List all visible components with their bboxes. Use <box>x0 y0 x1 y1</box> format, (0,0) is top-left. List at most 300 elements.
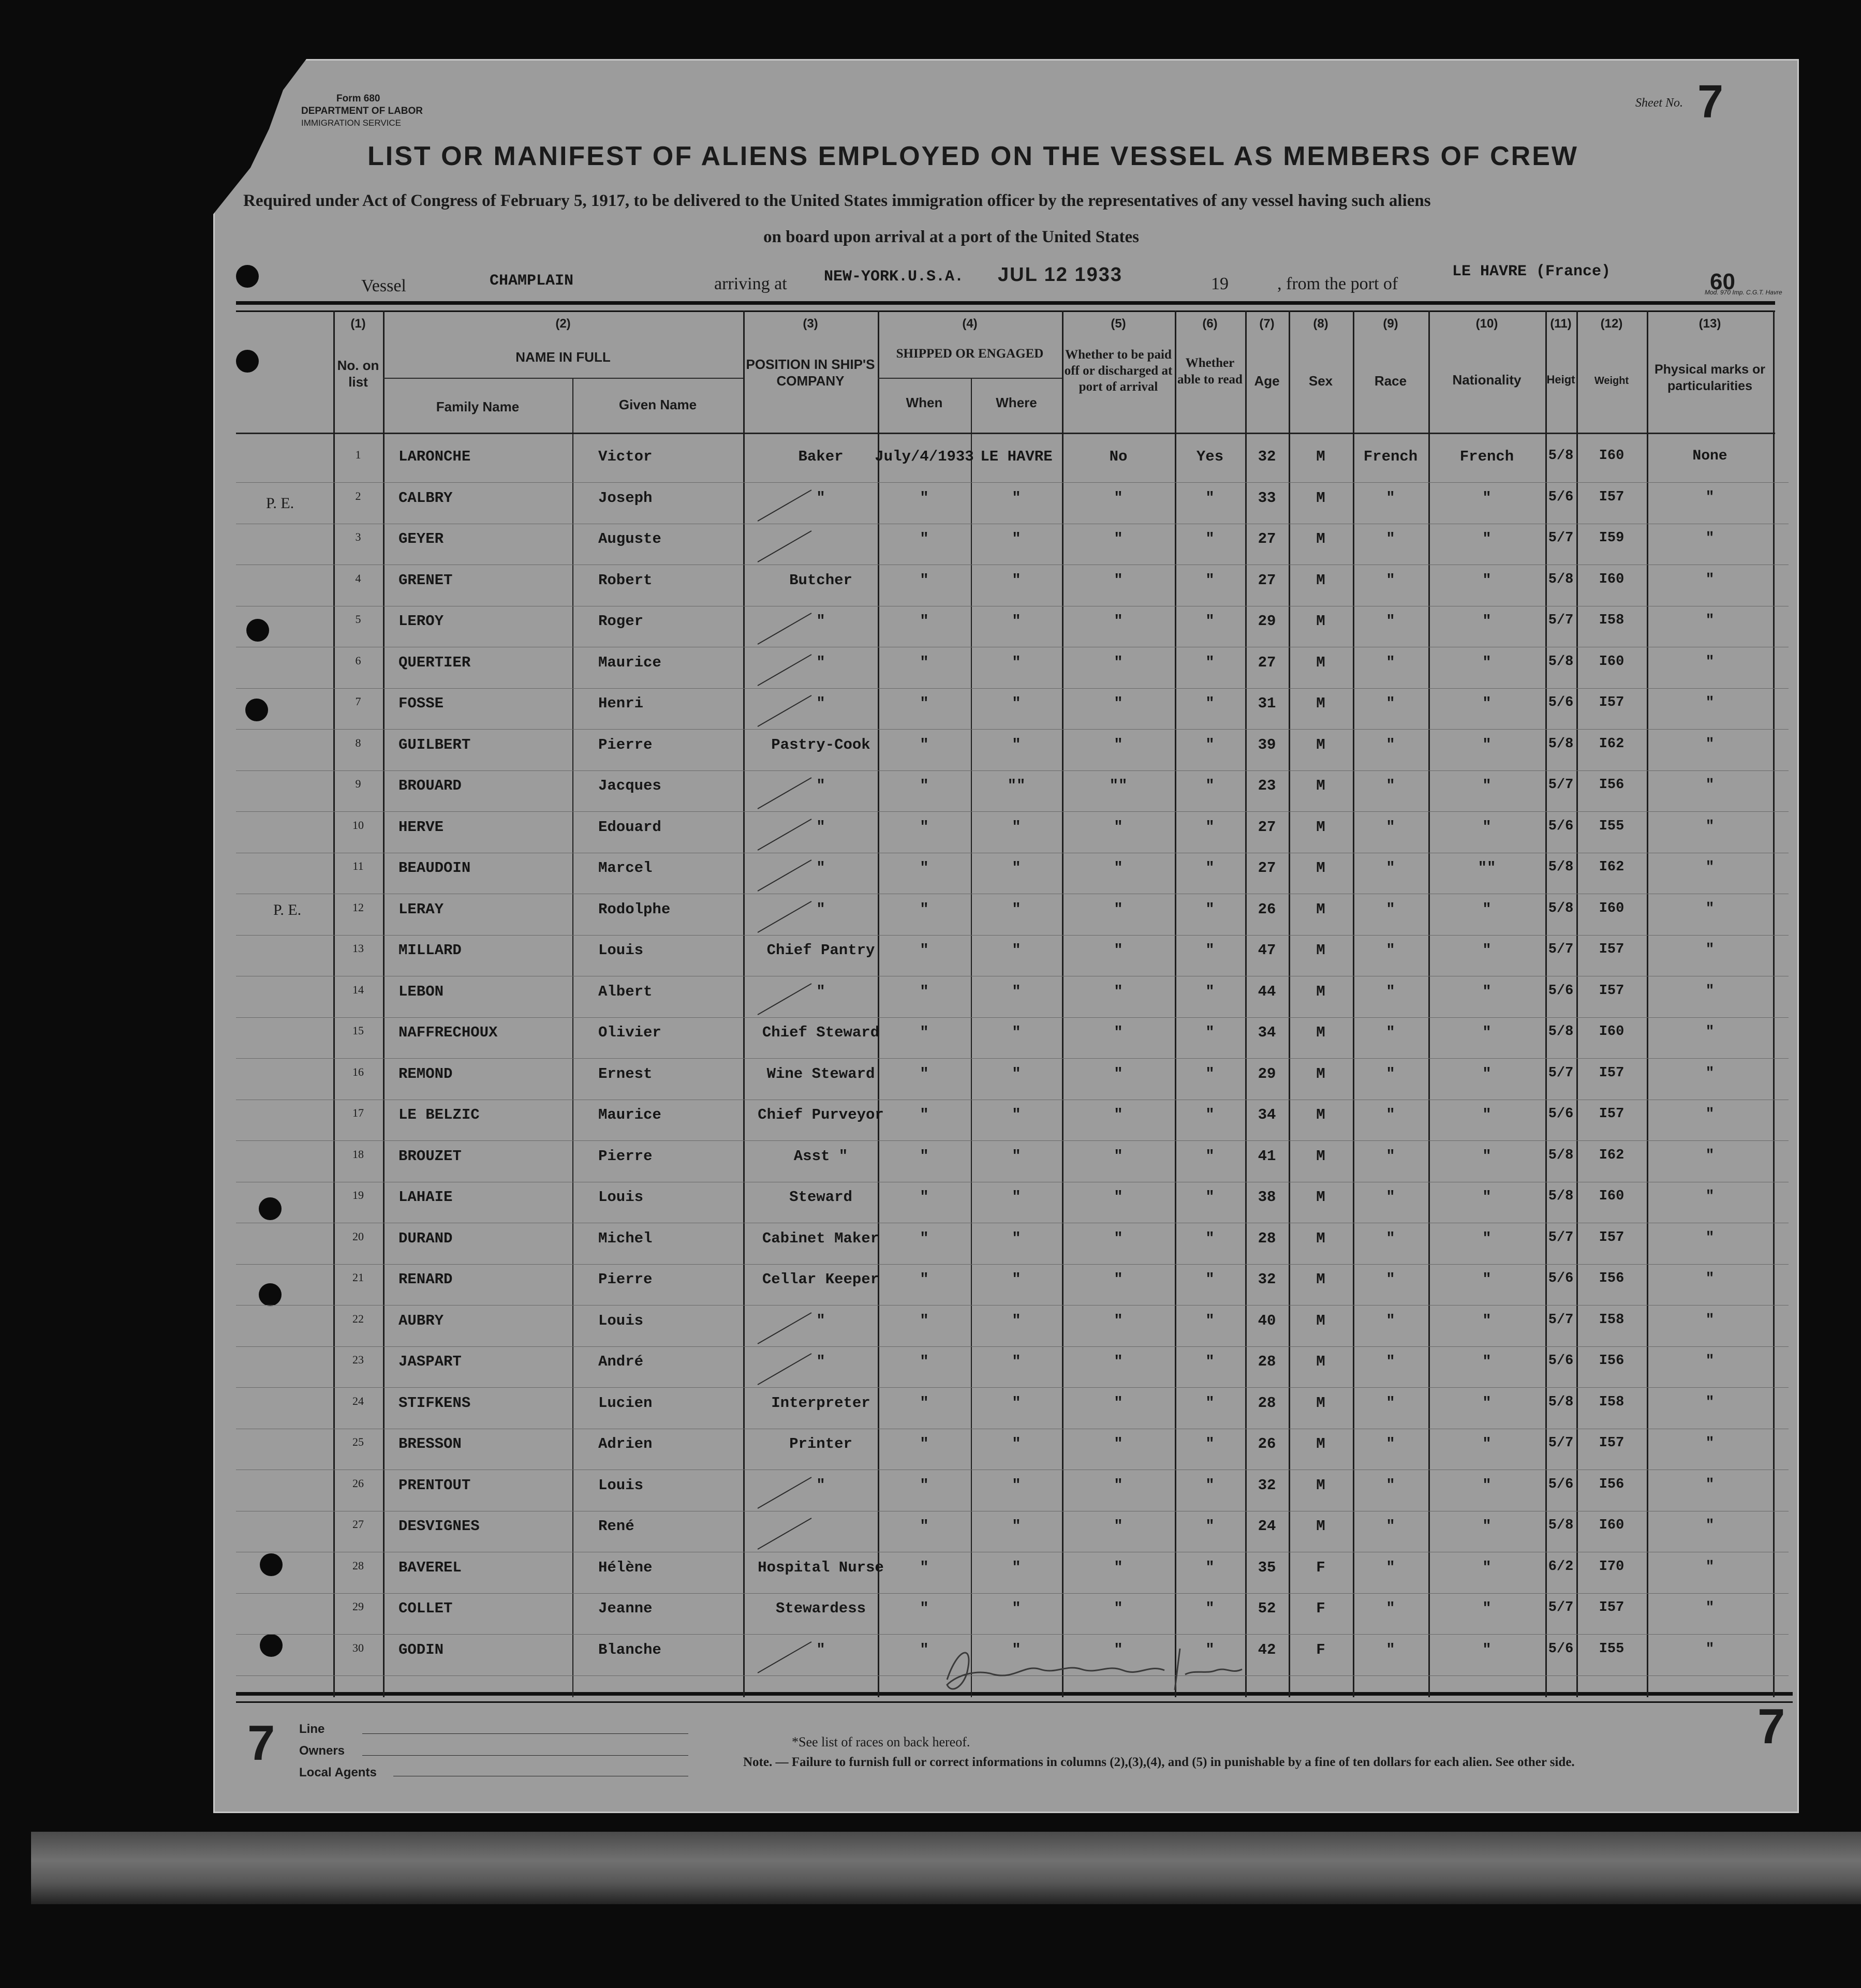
row-rule <box>236 1140 1789 1141</box>
cell-given: Joseph <box>598 489 653 507</box>
cell-weight: I57 <box>1599 983 1624 999</box>
cell-height: 5/7 <box>1548 1435 1574 1451</box>
cell-given: Jacques <box>598 777 661 794</box>
cell-given: René <box>598 1518 634 1535</box>
col-num: (6) <box>1202 317 1218 331</box>
cell-paid: " <box>1114 654 1123 671</box>
cell-height: 5/7 <box>1548 777 1574 793</box>
sheet-number-right: 7 <box>1757 1699 1785 1754</box>
cell-family: LARONCHE <box>398 448 471 465</box>
cell-height: 5/6 <box>1548 1477 1574 1492</box>
cell-no: 6 <box>355 654 361 667</box>
cell-paid: " <box>1114 1271 1123 1288</box>
cell-given: Jeanne <box>598 1600 653 1617</box>
cell-race: " <box>1386 983 1395 1000</box>
form-number: Form 680 <box>336 93 380 104</box>
cell-paid: " <box>1114 695 1123 712</box>
cell-read: " <box>1205 1394 1215 1412</box>
cell-sex: M <box>1316 1477 1325 1494</box>
cell-nat: " <box>1482 819 1491 836</box>
cell-read: " <box>1205 654 1215 671</box>
cell-race: " <box>1386 1271 1395 1288</box>
cell-read: " <box>1205 901 1215 918</box>
cell-no: 14 <box>352 983 364 996</box>
cell-height: 6/2 <box>1548 1559 1574 1575</box>
cell-given: Michel <box>598 1230 653 1247</box>
cell-no: 7 <box>355 695 361 708</box>
col-num: (13) <box>1698 317 1721 331</box>
cell-age: 39 <box>1258 736 1276 753</box>
cell-read: " <box>1205 1271 1215 1288</box>
cell-sex: M <box>1316 942 1325 959</box>
cell-family: AUBRY <box>398 1312 444 1329</box>
cell-where: " <box>1012 1477 1021 1494</box>
cell-sex: M <box>1316 1312 1325 1329</box>
cell-paid: "" <box>1109 777 1128 794</box>
cell-weight: I70 <box>1599 1559 1624 1575</box>
margin-note: P. E. <box>273 901 302 918</box>
row-rule <box>236 770 1789 771</box>
cell-family: PRENTOUT <box>398 1477 471 1494</box>
cell-paid: No <box>1109 448 1128 465</box>
header-sex: Sex <box>1308 373 1333 389</box>
cell-race: " <box>1386 901 1395 918</box>
cell-position: Baker <box>798 448 844 465</box>
cell-given: Louis <box>598 1189 644 1206</box>
row-rule <box>236 688 1789 689</box>
cell-given: Ernest <box>598 1065 653 1082</box>
cell-no: 22 <box>352 1312 364 1325</box>
cell-paid: " <box>1114 613 1123 630</box>
cell-given: Adrien <box>598 1435 653 1452</box>
cell-age: 28 <box>1258 1394 1276 1412</box>
cell-sex: F <box>1316 1641 1325 1658</box>
cell-paid: " <box>1114 1559 1123 1576</box>
cell-height: 5/8 <box>1548 448 1574 464</box>
cell-family: LERAY <box>398 901 444 918</box>
cell-when: " <box>920 1312 929 1329</box>
cell-paid: " <box>1114 1024 1123 1041</box>
cell-sex: M <box>1316 777 1325 794</box>
inspector-signature <box>937 1638 1299 1700</box>
cell-race: " <box>1386 1065 1395 1082</box>
cell-marks: " <box>1705 777 1715 793</box>
cell-family: LAHAIE <box>398 1189 453 1206</box>
col-num: (11) <box>1550 317 1572 331</box>
cell-sex: M <box>1316 901 1325 918</box>
cell-no: 28 <box>352 1559 364 1572</box>
col-num: (10) <box>1475 317 1498 331</box>
cell-weight: I57 <box>1599 1065 1624 1081</box>
header-given-name: Given Name <box>618 397 697 412</box>
cell-age: 47 <box>1258 942 1276 959</box>
cell-where: " <box>1012 1353 1021 1370</box>
cell-position: " <box>816 654 825 671</box>
cell-race: " <box>1386 1394 1395 1412</box>
cell-no: 27 <box>352 1518 364 1531</box>
cell-family: BEAUDOIN <box>398 859 471 877</box>
cell-height: 5/8 <box>1548 1148 1574 1163</box>
cell-weight: I60 <box>1599 1024 1624 1040</box>
cell-where: " <box>1012 1559 1021 1576</box>
cell-nat: " <box>1482 983 1491 1000</box>
cell-height: 5/6 <box>1548 1353 1574 1369</box>
penalty-note: Note. — Failure to furnish full or correct informations in columns (2),(3),(4), and (5) in punishable by a fine of ten dollars for each alien. See other side. <box>743 1755 1575 1769</box>
cell-where: " <box>1012 942 1021 959</box>
cell-position: " <box>816 695 825 712</box>
cell-when: " <box>920 1641 929 1658</box>
row-rule <box>236 482 1789 483</box>
cell-position: " <box>816 1312 825 1329</box>
cell-weight: I57 <box>1599 942 1624 957</box>
header-position: POSITION IN SHIP'S COMPANY <box>746 357 875 389</box>
subheader-rule <box>878 378 1062 379</box>
cell-marks: " <box>1705 1641 1715 1657</box>
cell-weight: I60 <box>1599 1189 1624 1204</box>
header-race: Race <box>1374 373 1407 389</box>
cell-no: 12 <box>352 901 364 914</box>
cell-age: 32 <box>1258 448 1276 465</box>
cell-height: 5/8 <box>1548 572 1574 587</box>
cell-position: " <box>816 1477 825 1494</box>
mod-note: Mod. 970 Imp. C.G.T. Havre <box>1705 289 1782 296</box>
cell-marks: " <box>1705 1024 1715 1040</box>
cell-sex: M <box>1316 1065 1325 1082</box>
cell-where: " <box>1012 1024 1021 1041</box>
cell-weight: I57 <box>1599 1435 1624 1451</box>
cell-weight: I57 <box>1599 489 1624 505</box>
cell-no: 11 <box>352 859 364 872</box>
col-num: (1) <box>350 317 366 331</box>
cell-where: " <box>1012 1518 1021 1535</box>
sheet-number: 7 <box>1697 76 1724 128</box>
cell-family: HERVE <box>398 819 444 836</box>
cell-when: " <box>920 736 929 753</box>
cell-height: 5/6 <box>1548 983 1574 999</box>
cell-age: 27 <box>1258 572 1276 589</box>
cell-where: " <box>1012 613 1021 630</box>
cell-marks: " <box>1705 654 1715 670</box>
cell-read: " <box>1205 572 1215 589</box>
sheet-number-left: 7 <box>247 1715 275 1771</box>
cell-read: " <box>1205 983 1215 1000</box>
cell-paid: " <box>1114 530 1123 547</box>
cell-height: 5/8 <box>1548 1024 1574 1040</box>
cell-no: 24 <box>352 1394 364 1407</box>
cell-weight: I62 <box>1599 736 1624 752</box>
cell-marks: " <box>1705 1189 1715 1205</box>
cell-age: 42 <box>1258 1641 1276 1658</box>
cell-given: Roger <box>598 613 644 630</box>
header-no-on-list: No. on list <box>337 358 379 390</box>
col-num: (5) <box>1111 317 1126 331</box>
punch-hole <box>236 350 259 373</box>
cell-race: " <box>1386 613 1395 630</box>
cell-sex: M <box>1316 1394 1325 1412</box>
cell-nat: " <box>1482 695 1491 712</box>
cell-sex: M <box>1316 1148 1325 1165</box>
cell-marks: None <box>1692 448 1727 464</box>
col-num: (3) <box>803 317 818 331</box>
cell-paid: " <box>1114 1230 1123 1247</box>
cell-race: " <box>1386 695 1395 712</box>
cell-height: 5/8 <box>1548 736 1574 752</box>
cell-nat: " <box>1482 1518 1491 1535</box>
cell-paid: " <box>1114 489 1123 507</box>
cell-family: BROUARD <box>398 777 462 794</box>
cell-nat: " <box>1482 1559 1491 1576</box>
cell-position: " <box>816 489 825 507</box>
cell-no: 3 <box>355 530 361 543</box>
subtitle-2: on board upon arrival at a port of the United States <box>763 228 1140 246</box>
scan-bottom-strip <box>31 1832 1861 1904</box>
cell-where: " <box>1012 572 1021 589</box>
cell-family: QUERTIER <box>398 654 471 671</box>
punch-hole <box>260 1553 283 1576</box>
cell-where: "" <box>1007 777 1026 794</box>
cell-read: " <box>1205 489 1215 507</box>
cell-marks: " <box>1705 1230 1715 1246</box>
cell-paid: " <box>1114 1477 1123 1494</box>
cell-when: " <box>920 983 929 1000</box>
cell-sex: M <box>1316 1271 1325 1288</box>
cell-when: " <box>920 819 929 836</box>
cell-when: " <box>920 613 929 630</box>
row-rule <box>236 935 1789 936</box>
cell-read: " <box>1205 1600 1215 1617</box>
cell-given: Robert <box>598 572 653 589</box>
cell-paid: " <box>1114 1106 1123 1123</box>
cell-height: 5/6 <box>1548 819 1574 834</box>
col-num: (8) <box>1313 317 1328 331</box>
cell-no: 25 <box>352 1435 364 1448</box>
cell-family: JASPART <box>398 1353 462 1370</box>
cell-marks: " <box>1705 530 1715 546</box>
header-able-read: Whether able to read <box>1177 356 1243 387</box>
cell-race: " <box>1386 1559 1395 1576</box>
cell-height: 5/8 <box>1548 1189 1574 1204</box>
footer-line <box>362 1755 688 1756</box>
stamp-number: 60 <box>1710 269 1735 294</box>
cell-race: " <box>1386 1106 1395 1123</box>
cell-age: 34 <box>1258 1106 1276 1123</box>
cell-weight: I57 <box>1599 1230 1624 1245</box>
cell-age: 52 <box>1258 1600 1276 1617</box>
top-rule-2 <box>236 310 1775 312</box>
cell-paid: " <box>1114 1065 1123 1082</box>
cell-read: " <box>1205 613 1215 630</box>
cell-marks: " <box>1705 1435 1715 1451</box>
cell-where: " <box>1012 1312 1021 1329</box>
cell-race: " <box>1386 1148 1395 1165</box>
arriving-label: arriving at <box>714 274 787 293</box>
cell-position: " <box>816 777 825 794</box>
cell-paid: " <box>1114 942 1123 959</box>
header-shipped: SHIPPED OR ENGAGED <box>896 347 1044 361</box>
cell-position: Chief Purveyor <box>758 1106 884 1123</box>
cell-given: Lucien <box>598 1394 653 1412</box>
cell-race: " <box>1386 1230 1395 1247</box>
cell-read: " <box>1205 1065 1215 1082</box>
cell-family: LE BELZIC <box>398 1106 480 1123</box>
cell-nat: " <box>1482 530 1491 547</box>
cell-nat: " <box>1482 1024 1491 1041</box>
cell-paid: " <box>1114 1394 1123 1412</box>
from-port: LE HAVRE (France) <box>1452 263 1611 280</box>
cell-sex: M <box>1316 1024 1325 1041</box>
cell-weight: I60 <box>1599 572 1624 587</box>
cell-age: 26 <box>1258 901 1276 918</box>
cell-age: 32 <box>1258 1477 1276 1494</box>
from-label: , from the port of <box>1277 274 1398 293</box>
cell-family: NAFFRECHOUX <box>398 1024 498 1041</box>
cell-sex: M <box>1316 530 1325 547</box>
cell-nat: " <box>1482 736 1491 753</box>
punch-hole <box>260 1634 283 1657</box>
cell-no: 2 <box>355 489 361 502</box>
cell-when: " <box>920 1518 929 1535</box>
year-prefix: 19 <box>1211 274 1229 293</box>
margin-note: P. E. <box>266 495 294 512</box>
cell-position: " <box>816 819 825 836</box>
cell-read: " <box>1205 1641 1215 1658</box>
cell-when: " <box>920 1353 929 1370</box>
cell-race: " <box>1386 1353 1395 1370</box>
cell-age: 27 <box>1258 654 1276 671</box>
cell-when: " <box>920 1435 929 1452</box>
cell-sex: M <box>1316 654 1325 671</box>
cell-where: " <box>1012 859 1021 877</box>
cell-family: GRENET <box>398 572 453 589</box>
cell-nat: " <box>1482 1271 1491 1288</box>
cell-marks: " <box>1705 1559 1715 1575</box>
cell-height: 5/7 <box>1548 1312 1574 1328</box>
cell-paid: " <box>1114 1600 1123 1617</box>
cell-paid: " <box>1114 1641 1123 1658</box>
cell-position: " <box>816 983 825 1000</box>
cell-where: " <box>1012 819 1021 836</box>
cell-where: " <box>1012 1394 1021 1412</box>
cell-family: STIFKENS <box>398 1394 471 1412</box>
header-name-in-full: NAME IN FULL <box>515 349 611 365</box>
cell-position: Stewardess <box>775 1600 866 1617</box>
cell-sex: M <box>1316 572 1325 589</box>
cell-race: " <box>1386 572 1395 589</box>
cell-when: " <box>920 777 929 794</box>
cell-paid: " <box>1114 1189 1123 1206</box>
arrival-date-stamp: JUL 12 1933 <box>998 264 1123 286</box>
cell-height: 5/7 <box>1548 942 1574 957</box>
cell-sex: M <box>1316 1353 1325 1370</box>
cell-race: " <box>1386 1189 1395 1206</box>
col-divider <box>1773 310 1775 1697</box>
punch-hole <box>259 1197 282 1220</box>
punch-hole <box>246 619 269 642</box>
cell-weight: I60 <box>1599 901 1624 916</box>
cell-paid: " <box>1114 736 1123 753</box>
cell-sex: F <box>1316 1600 1325 1617</box>
cell-marks: " <box>1705 1271 1715 1287</box>
cell-sex: M <box>1316 613 1325 630</box>
cell-when: " <box>920 1230 929 1247</box>
cell-age: 27 <box>1258 819 1276 836</box>
cell-where: " <box>1012 1189 1021 1206</box>
cell-age: 29 <box>1258 613 1276 630</box>
cell-height: 5/8 <box>1548 1394 1574 1410</box>
cell-given: Pierre <box>598 1148 653 1165</box>
col-num: (2) <box>555 317 571 331</box>
col-num: (12) <box>1600 317 1623 331</box>
cell-family: BROUZET <box>398 1148 462 1165</box>
cell-read: " <box>1205 777 1215 794</box>
cell-marks: " <box>1705 901 1715 917</box>
cell-race: " <box>1386 1024 1395 1041</box>
cell-no: 18 <box>352 1148 364 1161</box>
cell-age: 27 <box>1258 859 1276 877</box>
row-rule <box>236 1264 1789 1265</box>
sheet-label: Sheet No. <box>1635 96 1683 110</box>
cell-position: Interpreter <box>771 1394 870 1412</box>
cell-position: Asst " <box>793 1148 848 1165</box>
cell-when: " <box>920 654 929 671</box>
header-bottom-rule <box>236 433 1775 434</box>
cell-given: Albert <box>598 983 653 1000</box>
cell-marks: " <box>1705 1065 1715 1081</box>
cell-weight: I57 <box>1599 1106 1624 1122</box>
cell-given: Louis <box>598 1477 644 1494</box>
cell-weight: I55 <box>1599 819 1624 834</box>
cell-no: 20 <box>352 1230 364 1243</box>
cell-position: " <box>816 613 825 630</box>
cell-where: " <box>1012 1230 1021 1247</box>
cell-read: " <box>1205 1024 1215 1041</box>
cell-race: " <box>1386 777 1395 794</box>
punch-hole <box>236 265 259 288</box>
cell-no: 13 <box>352 942 364 955</box>
cell-position: " <box>816 859 825 877</box>
cell-nat: " <box>1482 1353 1491 1370</box>
top-rule <box>236 301 1775 305</box>
cell-age: 24 <box>1258 1518 1276 1535</box>
col-num: (4) <box>962 317 978 331</box>
cell-height: 5/7 <box>1548 1065 1574 1081</box>
cell-when: " <box>920 489 929 507</box>
vessel-label: Vessel <box>361 276 406 295</box>
cell-read: " <box>1205 1353 1215 1370</box>
cell-height: 5/6 <box>1548 489 1574 505</box>
row-rule <box>236 1346 1789 1347</box>
cell-read: " <box>1205 736 1215 753</box>
row-rule <box>236 1634 1789 1635</box>
cell-sex: M <box>1316 736 1325 753</box>
cell-nat: " <box>1482 1477 1491 1494</box>
owners-label: Owners <box>299 1744 345 1758</box>
cell-where: LE HAVRE <box>980 448 1053 465</box>
cell-sex: F <box>1316 1559 1325 1576</box>
cell-position: Butcher <box>789 572 852 589</box>
cell-sex: M <box>1316 448 1325 465</box>
cell-no: 8 <box>355 736 361 749</box>
page-title: LIST OR MANIFEST OF ALIENS EMPLOYED ON THE VESSEL AS MEMBERS OF CREW <box>367 141 1578 171</box>
cell-position: Hospital Nurse <box>758 1559 884 1576</box>
cell-given: Olivier <box>598 1024 661 1041</box>
cell-nat: " <box>1482 942 1491 959</box>
cell-nat: " <box>1482 572 1491 589</box>
cell-race: " <box>1386 819 1395 836</box>
cell-read: " <box>1205 1559 1215 1576</box>
header-height: Heigt <box>1546 373 1575 386</box>
cell-family: LEROY <box>398 613 444 630</box>
